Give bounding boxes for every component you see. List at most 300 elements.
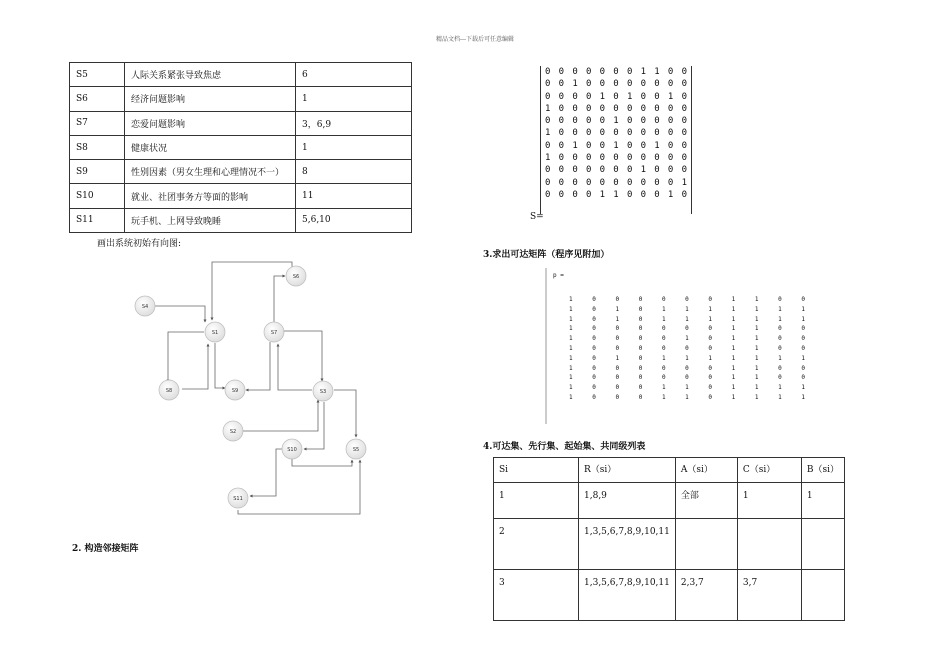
adjacency-cell: 0 (681, 67, 687, 77)
level-cell: 1 (494, 483, 579, 519)
edge-s7-s3 (284, 331, 322, 381)
reach-cell: 1 (569, 344, 573, 352)
reach-row (569, 383, 805, 393)
reach-cell: 0 (661, 374, 666, 382)
adjacency-cell: 0 (613, 153, 619, 164)
adjacency-row (541, 152, 691, 164)
reach-cell: 1 (708, 305, 713, 313)
level-cell: 全部 (675, 483, 737, 519)
graph-node-label: S8 (165, 388, 173, 394)
reach-cell: 1 (569, 393, 573, 401)
adjacency-cell: 0 (558, 91, 565, 102)
reach-cell: 0 (801, 335, 805, 343)
reach-cell: 1 (569, 315, 573, 323)
adjacency-cell: 0 (654, 153, 660, 164)
adjacency-cell: 0 (599, 103, 606, 114)
reach-cell: 1 (754, 296, 759, 303)
factor-cell-related: 5,6,10 (296, 208, 412, 232)
factor-cell-related: 1 (296, 135, 412, 159)
reach-cell: 1 (754, 315, 759, 323)
adjacency-cell: 0 (585, 128, 592, 139)
level-set-table (493, 457, 845, 621)
factor-cell-id: S5 (70, 63, 125, 87)
adjacency-row (541, 177, 691, 189)
factor-cell-factor: 经济问题影响 (125, 87, 296, 111)
reach-cell: 1 (661, 305, 666, 313)
level-cell: 1,3,5,6,7,8,9,10,11 (579, 519, 676, 570)
page-header: 精品文档---下载后可任意编辑 (435, 36, 515, 43)
adjacency-cell: 1 (613, 116, 619, 127)
adjacency-cell: 0 (558, 116, 565, 127)
level-table-header (494, 458, 845, 483)
reach-cell: 1 (685, 315, 689, 323)
factor-cell-id: S11 (70, 208, 125, 232)
adjacency-cell: 0 (681, 153, 687, 164)
reach-row (569, 295, 805, 305)
level-cell (737, 519, 801, 570)
reach-cell: 1 (615, 315, 620, 323)
graph-node-s11 (228, 488, 248, 508)
reach-cell: 1 (661, 393, 666, 401)
edge-s3-s10 (304, 402, 324, 449)
reach-cell: 0 (638, 364, 643, 372)
adjacency-cell: 1 (545, 103, 551, 114)
level-cell: 1 (801, 483, 844, 519)
edge-s1-s9 (215, 343, 225, 388)
reach-cell: 0 (592, 335, 596, 343)
adjacency-cell: 0 (585, 189, 592, 200)
reachability-matrix-panel (545, 268, 809, 424)
reach-cell: 0 (778, 325, 782, 333)
adjacency-cell: 0 (572, 67, 578, 77)
adjacency-cell: 0 (613, 67, 619, 77)
reach-cell: 0 (661, 296, 666, 303)
reach-cell: 0 (708, 325, 713, 333)
reach-cell: 1 (731, 354, 736, 362)
graph-node-label: S9 (231, 388, 239, 394)
reach-cell: 0 (592, 374, 596, 382)
reach-cell: 0 (708, 374, 713, 382)
reach-row (569, 373, 805, 383)
level-header-cell: B（si） (801, 458, 844, 483)
reach-cell: 1 (778, 354, 782, 362)
graph-node-s3 (313, 381, 333, 401)
adjacency-row (541, 140, 691, 152)
adjacency-cell: 0 (654, 91, 660, 102)
adjacency-cell: 0 (667, 177, 674, 188)
adjacency-cell: 0 (654, 177, 660, 188)
adjacency-cell: 1 (626, 91, 633, 102)
reach-cell: 1 (778, 315, 782, 323)
adjacency-row (541, 115, 691, 127)
reach-cell: 0 (638, 393, 643, 401)
reach-cell: 1 (569, 354, 573, 362)
reach-cell: 0 (778, 335, 782, 343)
adjacency-cell: 1 (667, 91, 674, 102)
adjacency-cell: 0 (572, 165, 578, 176)
reach-cell: 0 (778, 296, 782, 303)
adjacency-cell: 0 (626, 67, 633, 77)
factor-cell-factor: 人际关系紧张导致焦虑 (125, 63, 296, 87)
reach-cell: 0 (615, 296, 620, 303)
reach-cell: 0 (708, 393, 713, 401)
adjacency-cell: 0 (667, 153, 674, 164)
reach-cell: 1 (754, 344, 759, 352)
reach-cell: 0 (592, 315, 596, 323)
reach-cell: 1 (615, 305, 620, 313)
graph-node-s5 (346, 439, 366, 459)
graph-node-s7 (264, 322, 284, 342)
adjacency-cell: 0 (681, 79, 687, 90)
factor-cell-id: S7 (70, 111, 125, 135)
reach-cell: 0 (638, 325, 643, 333)
graph-node-label: S4 (141, 304, 149, 310)
reach-cell: 1 (685, 305, 689, 313)
adjacency-row (541, 91, 691, 103)
reach-row (569, 364, 805, 374)
adjacency-cell: 0 (681, 116, 687, 127)
adjacency-cell: 1 (640, 67, 647, 77)
adjacency-cell: 1 (681, 177, 687, 188)
level-cell: 2 (494, 519, 579, 570)
level-cell: 1,8,9 (579, 483, 676, 519)
level-table-row (494, 519, 845, 570)
factor-cell-id: S9 (70, 160, 125, 184)
reach-cell: 1 (569, 374, 573, 382)
level-table-row (494, 483, 845, 519)
reach-cell: 0 (592, 325, 596, 333)
adjacency-cell: 0 (558, 189, 565, 200)
adjacency-cell: 1 (613, 140, 619, 151)
adjacency-cell: 0 (572, 128, 578, 139)
graph-node-s1 (205, 322, 225, 342)
graph-node-label: S7 (270, 330, 278, 336)
reach-cell: 0 (592, 354, 596, 362)
reach-cell: 0 (778, 374, 782, 382)
adjacency-cell: 1 (572, 140, 578, 151)
reach-cell: 0 (801, 296, 805, 303)
graph-node-label: S11 (233, 496, 243, 502)
reach-cell: 0 (708, 335, 713, 343)
adjacency-cell: 0 (558, 79, 565, 90)
adjacency-cell: 0 (654, 103, 660, 114)
graph-caption: 画出系统初始有向图: (97, 239, 182, 249)
reach-row (569, 334, 805, 344)
edge-s7-s6 (274, 276, 285, 322)
adjacency-cell: 0 (599, 128, 606, 139)
edge-s10-s11 (250, 449, 283, 496)
graph-node-s6 (286, 266, 306, 286)
reach-cell: 0 (638, 384, 643, 392)
reach-cell: 0 (685, 364, 689, 372)
adjacency-cell: 1 (640, 165, 647, 176)
level-table-row (494, 570, 845, 621)
reach-cell: 1 (708, 315, 713, 323)
reach-cell: 1 (754, 305, 759, 313)
reach-cell: 0 (592, 384, 596, 392)
adjacency-cell: 0 (545, 189, 551, 200)
reach-cell: 1 (731, 296, 736, 303)
reach-cell: 0 (661, 344, 666, 352)
level-cell: 3 (494, 570, 579, 621)
adjacency-cell: 0 (626, 189, 633, 200)
adjacency-cell: 0 (558, 67, 565, 77)
reach-cell: 0 (592, 305, 596, 313)
edge-s2-s3 (242, 400, 318, 431)
adjacency-cell: 1 (545, 153, 551, 164)
adjacency-cell: 0 (626, 103, 633, 114)
adjacency-cell: 0 (640, 79, 647, 90)
reach-cell: 0 (615, 344, 620, 352)
edge-s6-s1 (212, 262, 292, 320)
factor-cell-id: S10 (70, 184, 125, 208)
section-2-heading: 2. 构造邻接矩阵 (72, 544, 139, 554)
reach-cell: 0 (592, 364, 596, 372)
adjacency-cell: 0 (599, 153, 606, 164)
reach-cell: 1 (661, 384, 666, 392)
reach-cell: 1 (731, 374, 736, 382)
level-header-cell: C（si） (737, 458, 801, 483)
reach-cell: 0 (638, 374, 643, 382)
reach-cell: 1 (778, 393, 782, 401)
adjacency-cell: 0 (613, 128, 619, 139)
adjacency-cell: 0 (626, 128, 633, 139)
reach-cell: 0 (801, 325, 805, 333)
adjacency-cell: 0 (681, 128, 687, 139)
adjacency-cell: 1 (654, 140, 660, 151)
adjacency-cell: 0 (599, 67, 606, 77)
factor-cell-related: 3，6,9 (296, 111, 412, 135)
reach-cell: 1 (731, 344, 736, 352)
reach-cell: 1 (801, 305, 805, 313)
adjacency-cell: 0 (681, 189, 687, 200)
edge-s1-s8 (168, 332, 204, 382)
level-cell: 3,7 (737, 570, 801, 621)
adjacency-cell: 0 (585, 165, 592, 176)
adjacency-row (541, 103, 691, 115)
reach-cell: 0 (661, 364, 666, 372)
adjacency-cell: 0 (613, 165, 619, 176)
reach-cell: 0 (778, 344, 782, 352)
graph-node-label: S2 (229, 429, 237, 435)
graph-node-label: S5 (352, 447, 360, 453)
reach-cell: 0 (615, 335, 620, 343)
reach-cell: 0 (708, 364, 713, 372)
adjacency-cell: 0 (681, 140, 687, 151)
reach-cell: 0 (778, 364, 782, 372)
factor-cell-related: 8 (296, 160, 412, 184)
adjacency-cell: 0 (626, 140, 633, 151)
reach-cell: 1 (661, 354, 666, 362)
adjacency-cell: 0 (640, 189, 647, 200)
reach-cell: 0 (801, 374, 805, 382)
adjacency-cell: 0 (585, 79, 592, 90)
reach-cell: 0 (685, 374, 689, 382)
adjacency-cell: 0 (640, 103, 647, 114)
reach-cell: 1 (569, 364, 573, 372)
graph-node-label: S3 (319, 389, 327, 395)
graph-node-s4 (135, 296, 155, 316)
reach-row (569, 315, 805, 325)
reach-cell: 0 (661, 325, 666, 333)
reach-cell: 0 (592, 344, 596, 352)
reach-cell: 1 (778, 305, 782, 313)
reach-cell: 1 (754, 325, 759, 333)
reach-cell: 1 (685, 393, 689, 401)
adjacency-cell: 0 (626, 116, 633, 127)
reach-row (569, 344, 805, 354)
adjacency-cell: 0 (545, 116, 551, 127)
edge-s3-s7 (278, 344, 312, 390)
reach-cell: 0 (638, 335, 643, 343)
edge-s4-s1 (155, 306, 205, 322)
reach-cell: 1 (754, 393, 759, 401)
reach-cell: 0 (638, 354, 643, 362)
adjacency-cell: 0 (613, 103, 619, 114)
edge-s11-s5 (238, 460, 360, 514)
adjacency-cell: 0 (681, 91, 687, 102)
adjacency-row (541, 164, 691, 176)
reach-cell: 0 (708, 384, 713, 392)
reach-cell: 1 (731, 335, 736, 343)
reach-cell: 1 (731, 364, 736, 372)
adjacency-cell: 0 (585, 67, 592, 77)
graph-node-label: S6 (292, 274, 300, 280)
adjacency-cell: 0 (667, 116, 674, 127)
reach-cell: 0 (615, 393, 620, 401)
reach-cell: 1 (754, 364, 759, 372)
reach-cell: 0 (685, 296, 689, 303)
reach-cell: 0 (708, 344, 713, 352)
adjacency-cell: 0 (585, 116, 592, 127)
adjacency-cell: 0 (572, 177, 578, 188)
adjacency-cell: 0 (558, 177, 565, 188)
adjacency-cell: 0 (572, 91, 578, 102)
adjacency-cell: 0 (558, 153, 565, 164)
reach-cell: 0 (592, 296, 596, 303)
factor-cell-id: S6 (70, 87, 125, 111)
reach-cell: 1 (569, 296, 573, 303)
adjacency-cell: 0 (626, 153, 633, 164)
factor-cell-factor: 恋爱问题影响 (125, 111, 296, 135)
reach-row (569, 354, 805, 364)
adjacency-cell: 0 (545, 165, 551, 176)
graph-node-s9 (225, 380, 245, 400)
factor-cell-factor: 健康状况 (125, 135, 296, 159)
adjacency-cell: 1 (545, 128, 551, 139)
reach-cell: 1 (754, 354, 759, 362)
reach-cell: 1 (731, 315, 736, 323)
adjacency-cell: 0 (599, 116, 606, 127)
reach-cell: 1 (569, 325, 573, 333)
reach-row (569, 305, 805, 315)
reach-cell: 0 (638, 296, 643, 303)
adjacency-cell: 0 (545, 79, 551, 90)
adjacency-cell: 0 (654, 128, 660, 139)
factor-cell-factor: 就业、社团事务方等面的影响 (125, 184, 296, 208)
level-header-cell: Si (494, 458, 579, 483)
adjacency-matrix (540, 66, 692, 214)
level-cell (675, 519, 737, 570)
reach-cell: 1 (685, 384, 689, 392)
reach-cell: 0 (615, 325, 620, 333)
adjacency-cell: 0 (572, 189, 578, 200)
factor-cell-related: 11 (296, 184, 412, 208)
adjacency-cell: 0 (626, 177, 633, 188)
reachability-matrix (569, 295, 805, 403)
reach-cell: 0 (615, 374, 620, 382)
edge-s7-s9 (246, 342, 270, 390)
adjacency-cell: 0 (667, 103, 674, 114)
adjacency-cell: 1 (572, 79, 578, 90)
adjacency-cell: 0 (681, 103, 687, 114)
adjacency-cell: 0 (640, 91, 647, 102)
adjacency-cell: 0 (640, 140, 647, 151)
adjacency-cell: 0 (654, 189, 660, 200)
adjacency-cell: 0 (572, 153, 578, 164)
adjacency-cell: 0 (585, 177, 592, 188)
reach-cell: 1 (731, 393, 736, 401)
reach-cell: 0 (638, 315, 643, 323)
reach-cell: 0 (685, 325, 689, 333)
reach-cell: 0 (708, 296, 713, 303)
adjacency-cell: 0 (667, 67, 674, 77)
adjacency-cell: 1 (667, 189, 674, 200)
adjacency-cell: 0 (613, 177, 619, 188)
reach-cell: 1 (685, 335, 689, 343)
adjacency-cell: 1 (599, 91, 606, 102)
adjacency-cell: 0 (640, 177, 647, 188)
reach-cell: 1 (615, 354, 620, 362)
adjacency-cell: 0 (667, 140, 674, 151)
adjacency-cell: 1 (613, 189, 619, 200)
adjacency-cell: 0 (613, 79, 619, 90)
reach-cell: 1 (731, 305, 736, 313)
adjacency-cell: 0 (599, 177, 606, 188)
level-cell (801, 519, 844, 570)
adjacency-cell: 1 (599, 189, 606, 200)
adjacency-cell: 0 (626, 79, 633, 90)
adjacency-cell: 0 (654, 165, 660, 176)
adjacency-cell: 0 (640, 116, 647, 127)
section-4-heading: 4.可达集、先行集、起始集、共同级列表 (483, 442, 646, 452)
reach-cell: 0 (801, 344, 805, 352)
graph-node-s10 (282, 439, 302, 459)
adjacency-cell: 0 (572, 103, 578, 114)
reach-cell: 1 (569, 384, 573, 392)
edge-s8-s1 (182, 344, 208, 389)
reach-cell: 0 (638, 344, 643, 352)
graph-node-s2 (223, 421, 243, 441)
graph-node-label: S1 (211, 330, 219, 336)
adjacency-row (541, 127, 691, 139)
reach-cell: 1 (801, 384, 805, 392)
adjacency-cell: 0 (585, 103, 592, 114)
adjacency-cell: 0 (599, 79, 606, 90)
factor-cell-related: 1 (296, 87, 412, 111)
reach-cell: 0 (615, 364, 620, 372)
adjacency-label: S= (530, 212, 544, 222)
adjacency-cell: 0 (545, 91, 551, 102)
reach-cell: 0 (801, 364, 805, 372)
edge-s3-s5 (334, 390, 356, 437)
adjacency-cell: 0 (558, 140, 565, 151)
reach-cell: 0 (615, 384, 620, 392)
adjacency-cell: 0 (558, 128, 565, 139)
level-header-cell: R（si） (579, 458, 676, 483)
level-cell (801, 570, 844, 621)
reach-cell: 1 (801, 315, 805, 323)
